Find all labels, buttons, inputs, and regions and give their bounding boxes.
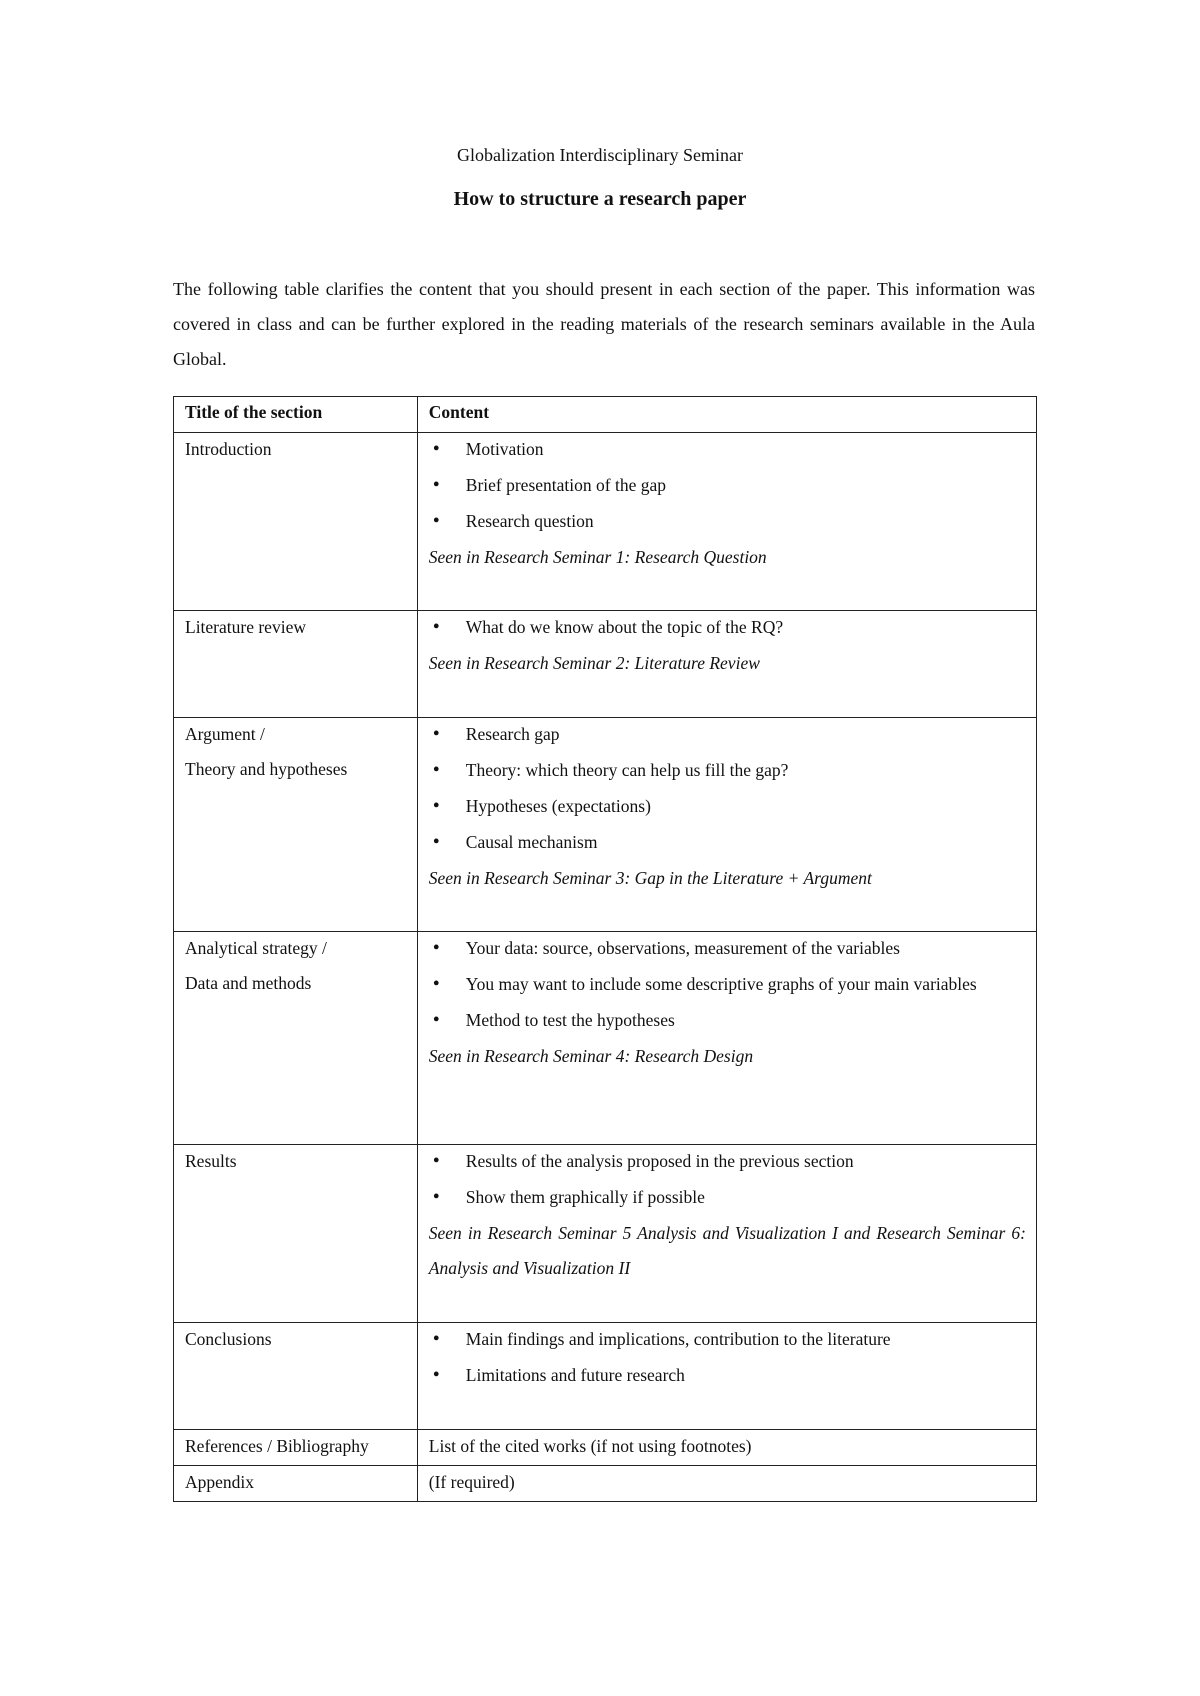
list-item: • Research question: [429, 509, 1026, 533]
seminar-reference: Seen in Research Seminar 2: Literature Review: [428, 653, 760, 673]
content-list: [429, 437, 1026, 533]
paper-structure-table: [173, 396, 1037, 1502]
section-name: Theory and hypotheses: [185, 759, 348, 779]
section-name: Introduction: [185, 439, 272, 459]
section-cell: [174, 1466, 418, 1502]
content-text: (If required): [428, 1472, 515, 1492]
seminar-reference: Seen in Research Seminar 1: Research Question: [428, 547, 767, 567]
list-item: • You may want to include some descriptive graphs of your main variables: [429, 967, 1026, 1002]
list-item: • Brief presentation of the gap: [429, 473, 1026, 497]
content-text: List of the cited works (if not using footnotes): [428, 1436, 752, 1456]
list-item: • Method to test the hypotheses: [429, 1008, 1026, 1032]
section-cell: [174, 433, 418, 611]
table-row: [174, 932, 1037, 1145]
table-row: [174, 433, 1037, 611]
table-row: [174, 1145, 1037, 1323]
content-cell: [417, 1323, 1036, 1430]
content-cell: [417, 718, 1036, 932]
section-cell: [174, 1323, 418, 1430]
seminar-reference: Seen in Research Seminar 3: Gap in the Literature + Argument: [428, 868, 872, 888]
section-name: References / Bibliography: [185, 1436, 369, 1456]
content-cell: [417, 433, 1036, 611]
section-cell: [174, 611, 418, 718]
list-item: • Results of the analysis proposed in the previous section: [429, 1149, 1026, 1173]
section-name: Literature review: [185, 617, 306, 637]
content-cell: [417, 611, 1036, 718]
table-row: [174, 1430, 1037, 1466]
list-item: • Research gap: [429, 722, 1026, 746]
list-item: • Limitations and future research: [429, 1363, 1026, 1387]
section-name: Argument /: [185, 724, 265, 744]
list-item: • Main findings and implications, contribution to the literature: [429, 1327, 1026, 1351]
seminar-reference: Seen in Research Seminar 5 Analysis and Visualization I and Research Seminar 6: Analysis and Visualization II: [428, 1223, 1026, 1278]
list-item: • Hypotheses (expectations): [429, 794, 1026, 818]
content-list: [429, 722, 1026, 854]
list-item: • Show them graphically if possible: [429, 1185, 1026, 1209]
section-cell: [174, 718, 418, 932]
content-cell: [417, 1430, 1036, 1466]
section-name: Analytical strategy /: [185, 938, 327, 958]
list-item: • Motivation: [429, 437, 1026, 461]
list-item: • What do we know about the topic of the RQ?: [429, 615, 1026, 639]
content-list: [429, 615, 1026, 639]
table-row: [174, 1466, 1037, 1502]
section-name: Data and methods: [185, 973, 312, 993]
table-row: [174, 611, 1037, 718]
section-cell: [174, 1145, 418, 1323]
header-section-title: Title of the section: [174, 397, 418, 433]
list-item: • Theory: which theory can help us fill the gap?: [429, 758, 1026, 782]
table-row: [174, 1323, 1037, 1430]
section-name: Conclusions: [185, 1329, 272, 1349]
content-cell: [417, 932, 1036, 1145]
intro-paragraph: The following table clarifies the content that you should present in each section of the paper. This information was covered in class and can be further explored in the reading materials of the research seminars available in the Aula Global.: [173, 279, 1035, 369]
content-list: [429, 1327, 1026, 1387]
document-title: How to structure a research paper: [453, 188, 747, 210]
content-cell: [417, 1145, 1036, 1323]
content-list: [429, 1149, 1026, 1209]
header-content: Content: [417, 397, 1036, 433]
seminar-subtitle: Globalization Interdisciplinary Seminar: [457, 145, 743, 165]
list-item: • Causal mechanism: [429, 830, 1026, 854]
section-name: Results: [185, 1151, 237, 1171]
seminar-reference: Seen in Research Seminar 4: Research Design: [428, 1046, 754, 1066]
list-item: • Your data: source, observations, measurement of the variables: [429, 936, 1026, 960]
section-cell: [174, 932, 418, 1145]
table-row: [174, 718, 1037, 932]
table-header-row: [174, 397, 1037, 433]
content-list: [429, 936, 1026, 1032]
content-cell: [417, 1466, 1036, 1502]
section-cell: [174, 1430, 418, 1466]
section-name: Appendix: [185, 1472, 255, 1492]
